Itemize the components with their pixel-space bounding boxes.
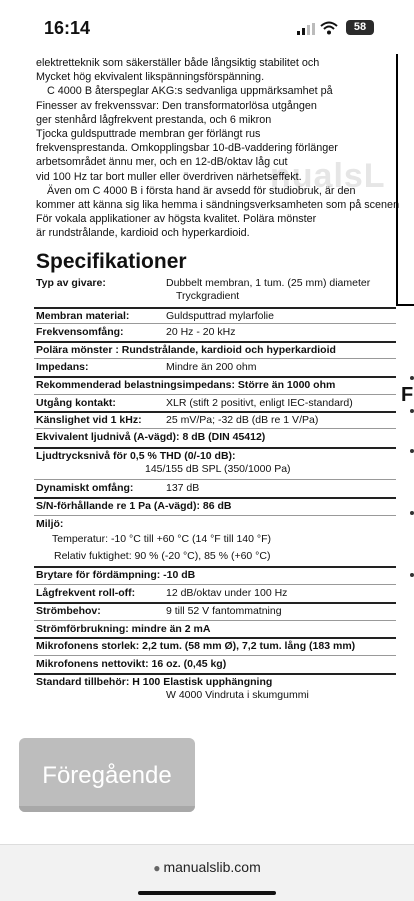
intro-line: C 4000 B återspeglar AKG:s sedvanliga uppmärksamhet på [47,85,333,98]
spec-value-continued: Tryckgradient [176,290,240,302]
bullet-dot [410,409,414,413]
spec-value: 25 mV/Pa; -32 dB (dB re 1 V/Pa) [166,414,319,426]
intro-line: Även om C 4000 B i första hand är avsedd för studiobruk, är den [47,184,356,197]
watermark: nualsL [270,157,386,195]
bullet-dot [410,376,414,380]
spec-separator [34,515,396,516]
intro-line: Finesser av frekvenssvar: Den transformatorlösa utgången [36,99,317,112]
intro-line: vid 100 Hz tar bort muller eller överdriven närhetseffekt. [36,170,302,183]
spec-separator [34,673,396,675]
spec-value: 9 till 52 V fantommatning [166,605,282,617]
spec-separator [34,584,396,585]
intro-line: arbetsområdet ännu mer, och en 12-dB/oktav låg cut [36,156,288,169]
spec-separator [34,428,396,429]
spec-separator [34,655,396,656]
lock-icon: ● [153,861,161,875]
intro-line: frekvensprestanda. Omkopplingsbar 10-dB-vaddering förlänger [36,142,338,155]
spec-key: Typ av givare: [36,277,106,289]
bullet-dot [410,449,414,453]
intro-text [36,56,400,241]
spec-key: Ljudtrycksnivå för 0,5 % THD (0/-10 dB): [36,450,236,462]
spec-key: Mikrofonens nettovikt: 16 oz. (0,45 kg) [36,658,227,670]
previous-button-shadow [19,806,195,812]
spec-value: 20 Hz - 20 kHz [166,326,236,338]
spec-key: Membran material: [36,310,130,322]
status-time: 16:14 [44,18,91,38]
spec-key: Känslighet vid 1 kHz: [36,414,142,426]
intro-line: är rundstrålande, kardioid och hyperkardioid. [36,227,250,240]
wifi-icon [320,21,338,35]
spec-key: Strömförbrukning: mindre än 2 mA [36,623,211,635]
spec-key: Frekvensomfång: [36,326,124,338]
spec-value: 137 dB [166,482,200,494]
intro-line: Tjocka guldsputtrade membran ger förlängt rus [36,128,261,141]
intro-line: För vokala applikationer av högsta kvalitet. Polära mönster [36,213,317,226]
url-display[interactable] [0,859,414,875]
document-page[interactable] [0,54,414,844]
bullet-dot [410,511,414,515]
spec-separator [34,411,396,413]
spec-key: Utgång kontakt: [36,397,116,409]
spec-value-continued: W 4000 Vindruta i skumgummi [166,689,309,701]
spec-value: Dubbelt membran, 1 tum. (25 mm) diameter [166,277,371,289]
spec-key: Standard tillbehör: H 100 Elastisk upphängning [36,676,273,688]
intro-line: elektretteknik som säkerställer både långsiktig stabilitet och [36,57,320,69]
url-text: manualslib.com [163,859,261,875]
spec-separator [34,620,396,621]
spec-separator [34,479,396,480]
spec-sub-temperature: Temperatur: -10 °C till +60 °C (14 °F till 140 °F) [52,533,271,545]
browser-address-bar[interactable] [0,844,414,901]
spec-value: Mindre än 200 ohm [166,361,257,373]
intro-line: ger stenhård lågfrekvent prestanda, och 6 mikron [36,113,272,126]
spec-separator [34,307,396,309]
spec-key: Dynamiskt omfång: [36,482,134,494]
battery-icon: 58 [346,20,374,35]
spec-key: Lågfrekvent roll-off: [36,587,136,599]
spec-key: Mikrofonens storlek: 2,2 tum. (58 mm Ø), 7,2 tum. lång (183 mm) [36,640,356,652]
spec-value: 12 dB/oktav under 100 Hz [166,587,288,599]
section-heading: Specifikationer [36,250,187,273]
spec-separator [34,358,396,359]
status-bar [0,0,414,54]
intro-line: kommer att känna sig lika hemma i sändningsverksamheten som på scenen [36,199,400,212]
spec-separator [34,566,396,568]
home-indicator [138,891,276,895]
right-column-heading: F [401,384,414,406]
spec-key: Strömbehov: [36,605,101,617]
spec-key: Rekommenderad belastningsimpedans: Större än 1000 ohm [36,379,336,391]
cellular-signal-icon [297,23,315,35]
spec-key: Polära mönster : Rundstrålande, kardioid och hyperkardioid [36,344,336,356]
image-frame [396,54,414,306]
spec-separator [34,376,396,378]
previous-page-button[interactable]: Föregående [19,738,195,812]
intro-line: Mycket hög ekvivalent likspänningsförspänning. [36,71,265,84]
spec-separator [34,602,396,604]
spec-value: XLR (stift 2 positivt, enligt IEC-standard) [166,397,353,409]
spec-key: Ekvivalent ljudnivå (A-vägd): 8 dB (DIN 45412) [36,431,266,443]
spec-key: Impedans: [36,361,89,373]
spec-value: Guldsputtrad mylarfolie [166,310,274,322]
spec-sub-humidity: Relativ fuktighet: 90 % (-20 °C), 85 % (+60 °C) [54,550,271,562]
spec-separator [34,323,396,324]
spec-key: Miljö: [36,518,64,530]
spec-separator [34,341,396,343]
spec-separator [34,637,396,639]
spec-value-continued: 145/155 dB SPL (350/1000 Pa) [145,463,291,475]
spec-separator [34,394,396,395]
spec-key: Brytare för fördämpning: -10 dB [36,569,196,581]
spec-separator [34,497,396,499]
bullet-dot [410,573,414,577]
spec-separator [34,447,396,449]
spec-key: S/N-förhållande re 1 Pa (A-vägd): 86 dB [36,500,232,512]
